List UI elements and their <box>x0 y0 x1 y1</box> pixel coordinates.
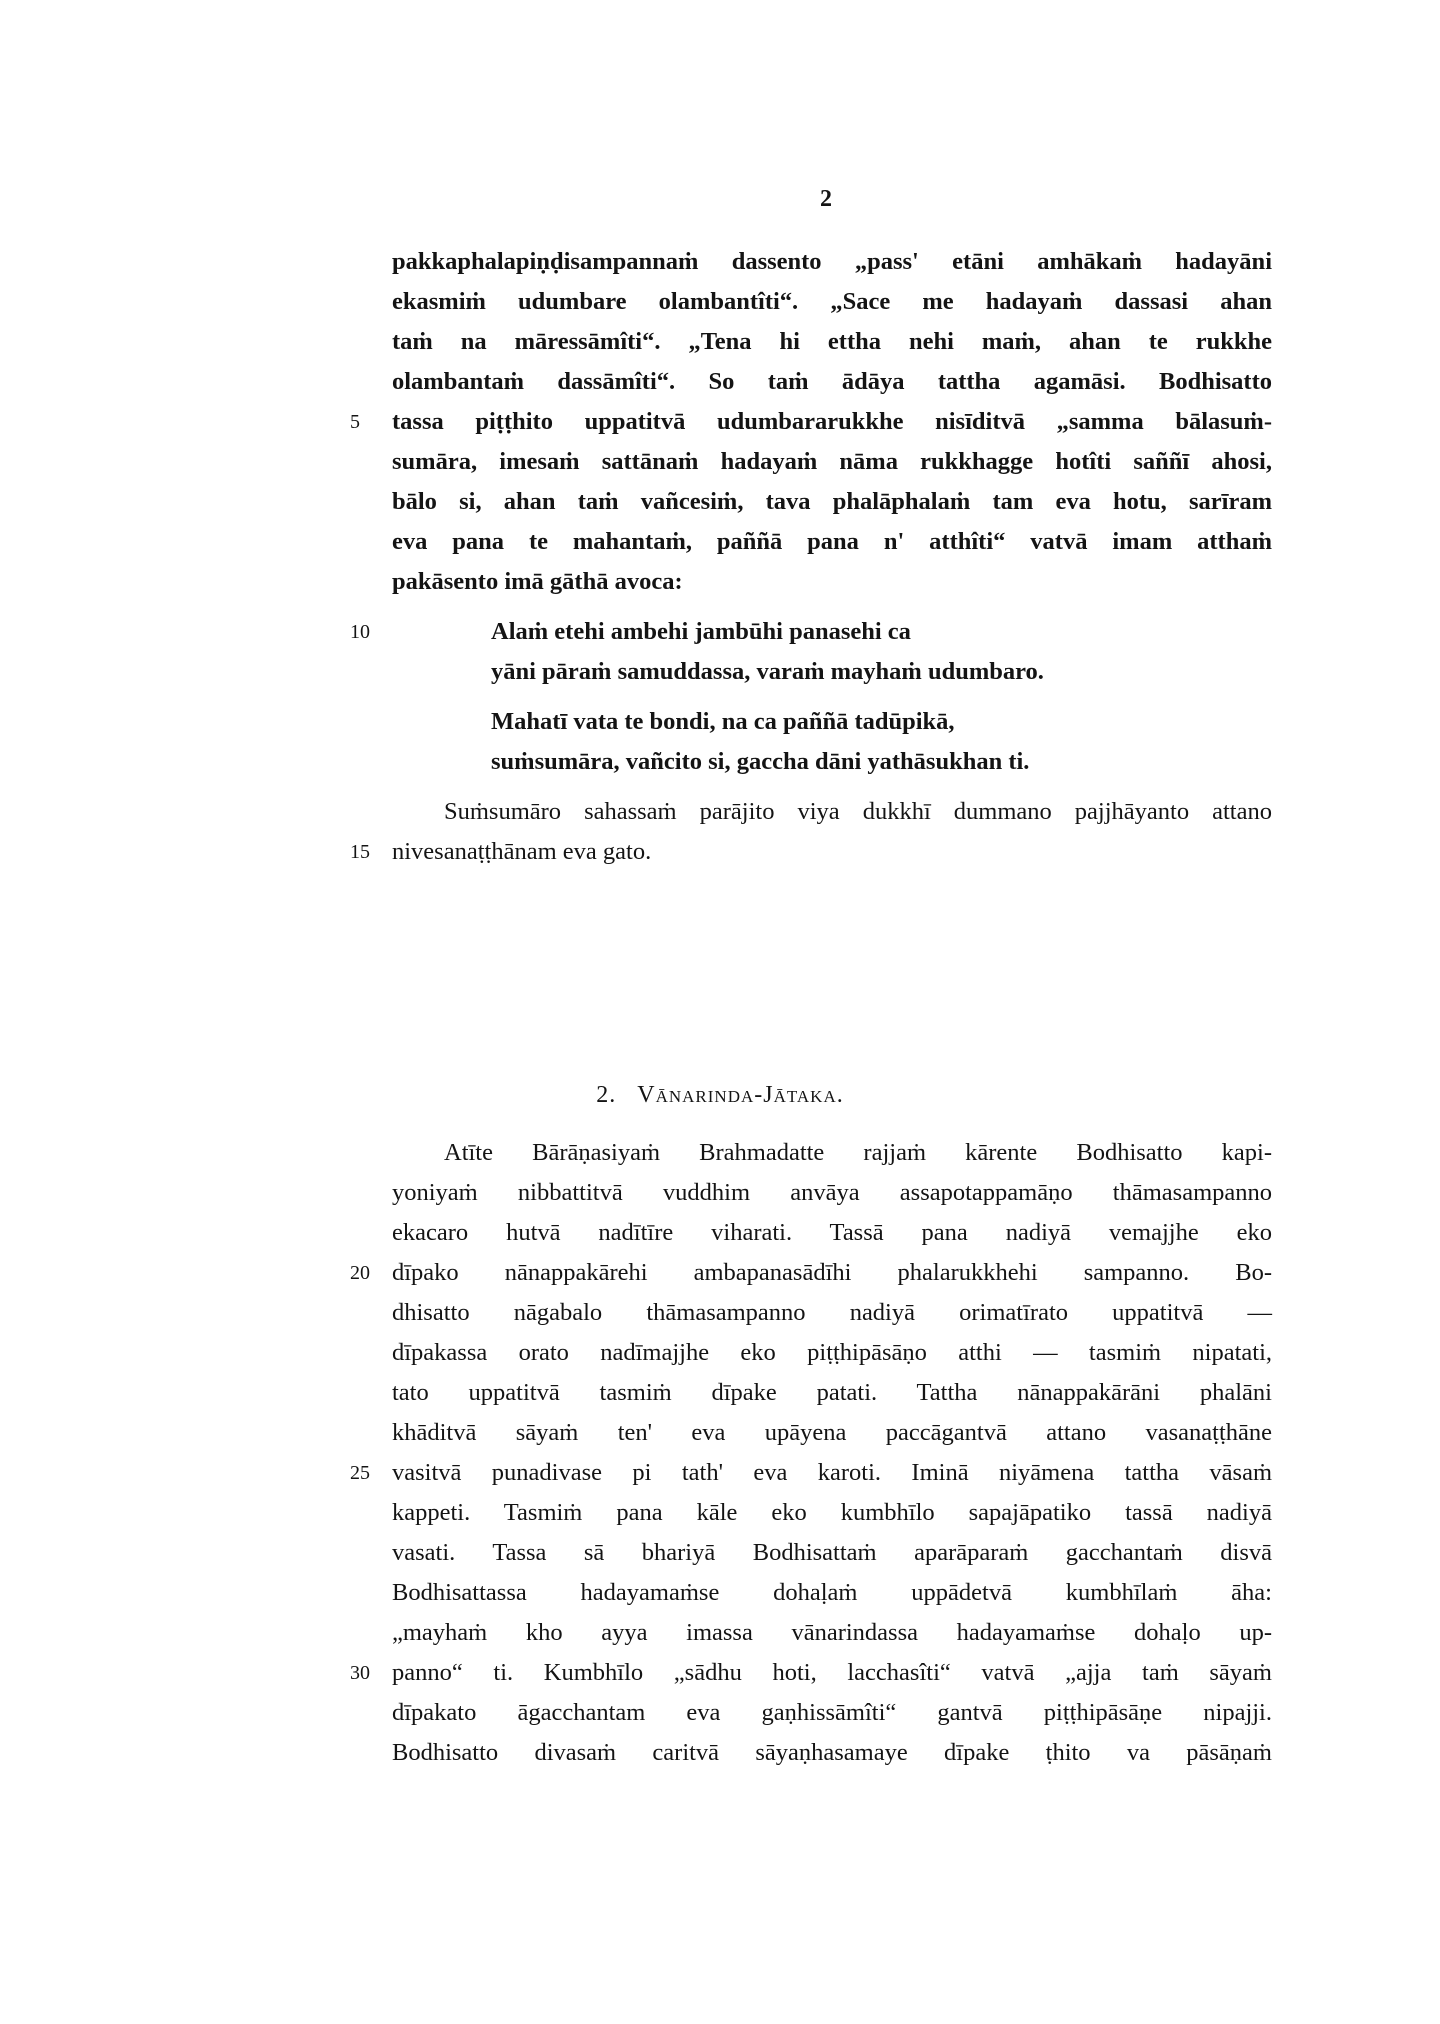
text-line: olambantaṁ dassāmîti“. So taṁ ādāya tattha agamāsi. Bodhisatto <box>392 368 1272 395</box>
verse-line: yāni pāraṁ samuddassa, varaṁ mayhaṁ udumbaro. <box>491 658 1044 685</box>
line-number: 30 <box>350 1662 370 1684</box>
section-number: 2. <box>596 1082 617 1108</box>
text-line: panno“ ti. Kumbhīlo „sādhu hoti, lacchasîti“ vatvā „ajja taṁ sāyaṁ <box>392 1659 1272 1686</box>
text-line: Atīte Bārāṇasiyaṁ Brahmadatte rajjaṁ kārente Bodhisatto kapi- <box>444 1139 1272 1166</box>
verse-line: suṁsumāra, vañcito si, gaccha dāni yathāsukhan ti. <box>491 748 1030 775</box>
line-number: 10 <box>350 621 370 643</box>
section-title-end: . <box>836 1082 844 1108</box>
section-heading <box>0 1082 1440 1109</box>
text-line: yoniyaṁ nibbattitvā vuddhim anvāya assapotappamāṇo thāmasampanno <box>392 1179 1272 1206</box>
text-line: Bodhisatto divasaṁ caritvā sāyaṇhasamaye dīpake ṭhito va pāsāṇaṁ <box>392 1739 1272 1766</box>
text-line: tato uppatitvā tasmiṁ dīpake patati. Tattha nānappakārāni phalāni <box>392 1379 1272 1406</box>
section-title-cap2: J <box>763 1082 774 1108</box>
section-title-cap: V <box>637 1082 656 1108</box>
verse-line: Alaṁ etehi ambehi jambūhi panasehi ca <box>491 618 911 645</box>
section-title-rest2: ĀTAKA <box>773 1087 837 1106</box>
text-line: Suṁsumāro sahassaṁ parājito viya dukkhī dummano pajjhāyanto attano <box>444 798 1272 825</box>
section-title-rest: ĀNARINDA <box>655 1087 755 1106</box>
text-line: Bodhisattassa hadayamaṁse dohaḷaṁ uppādetvā kumbhīlaṁ āha: <box>392 1579 1272 1606</box>
text-line: dīpakato āgacchantam eva gaṇhissāmîti“ gantvā piṭṭhipāsāṇe nipajji. <box>392 1699 1272 1726</box>
line-number: 25 <box>350 1462 370 1484</box>
text-line: ekacaro hutvā nadītīre viharati. Tassā pana nadiyā vemajjhe eko <box>392 1219 1272 1246</box>
text-line: „mayhaṁ kho ayya imassa vānarindassa hadayamaṁse dohaḷo up- <box>392 1619 1272 1646</box>
text-line: pakkaphalapiṇḍisampannaṁ dassento „pass' etāni amhākaṁ hadayāni <box>392 248 1272 275</box>
text-line: nivesanaṭṭhānam eva gato. <box>392 838 652 865</box>
line-number: 5 <box>350 411 360 433</box>
text-line: pakāsento imā gāthā avoca: <box>392 568 683 595</box>
section-title-sep: - <box>754 1082 764 1108</box>
text-line: vasati. Tassa sā bhariyā Bodhisattaṁ aparāparaṁ gacchantaṁ disvā <box>392 1539 1272 1566</box>
text-line: vasitvā punadivase pi tath' eva karoti. Iminā niyāmena tattha vāsaṁ <box>392 1459 1272 1486</box>
text-line: khāditvā sāyaṁ ten' eva upāyena paccāgantvā attano vasanaṭṭhāne <box>392 1419 1272 1446</box>
text-line: ekasmiṁ udumbare olambantîti“. „Sace me hadayaṁ dassasi ahan <box>392 288 1272 315</box>
text-line: tassa piṭṭhito uppatitvā udumbararukkhe nisīditvā „samma bālasuṁ- <box>392 408 1272 435</box>
text-line: dhisatto nāgabalo thāmasampanno nadiyā orimatīrato uppatitvā — <box>392 1299 1272 1326</box>
line-number: 20 <box>350 1262 370 1284</box>
text-line: eva pana te mahantaṁ, paññā pana n' atthîti“ vatvā imam atthaṁ <box>392 528 1272 555</box>
line-number: 15 <box>350 841 370 863</box>
page-number: 2 <box>820 186 832 212</box>
text-line: sumāra, imesaṁ sattānaṁ hadayaṁ nāma rukkhagge hotîti saññī ahosi, <box>392 448 1272 475</box>
text-line: dīpako nānappakārehi ambapanasādīhi phalarukkhehi sampanno. Bo- <box>392 1259 1272 1286</box>
text-line: dīpakassa orato nadīmajjhe eko piṭṭhipāsāṇo atthi — tasmiṁ nipatati, <box>392 1339 1272 1366</box>
text-line: kappeti. Tasmiṁ pana kāle eko kumbhīlo sapajāpatiko tassā nadiyā <box>392 1499 1272 1526</box>
verse-line: Mahatī vata te bondi, na ca paññā tadūpikā, <box>491 708 955 735</box>
text-line: taṁ na māressāmîti“. „Tena hi ettha nehi maṁ, ahan te rukkhe <box>392 328 1272 355</box>
text-line: bālo si, ahan taṁ vañcesiṁ, tava phalāphalaṁ tam eva hotu, sarīram <box>392 488 1272 515</box>
